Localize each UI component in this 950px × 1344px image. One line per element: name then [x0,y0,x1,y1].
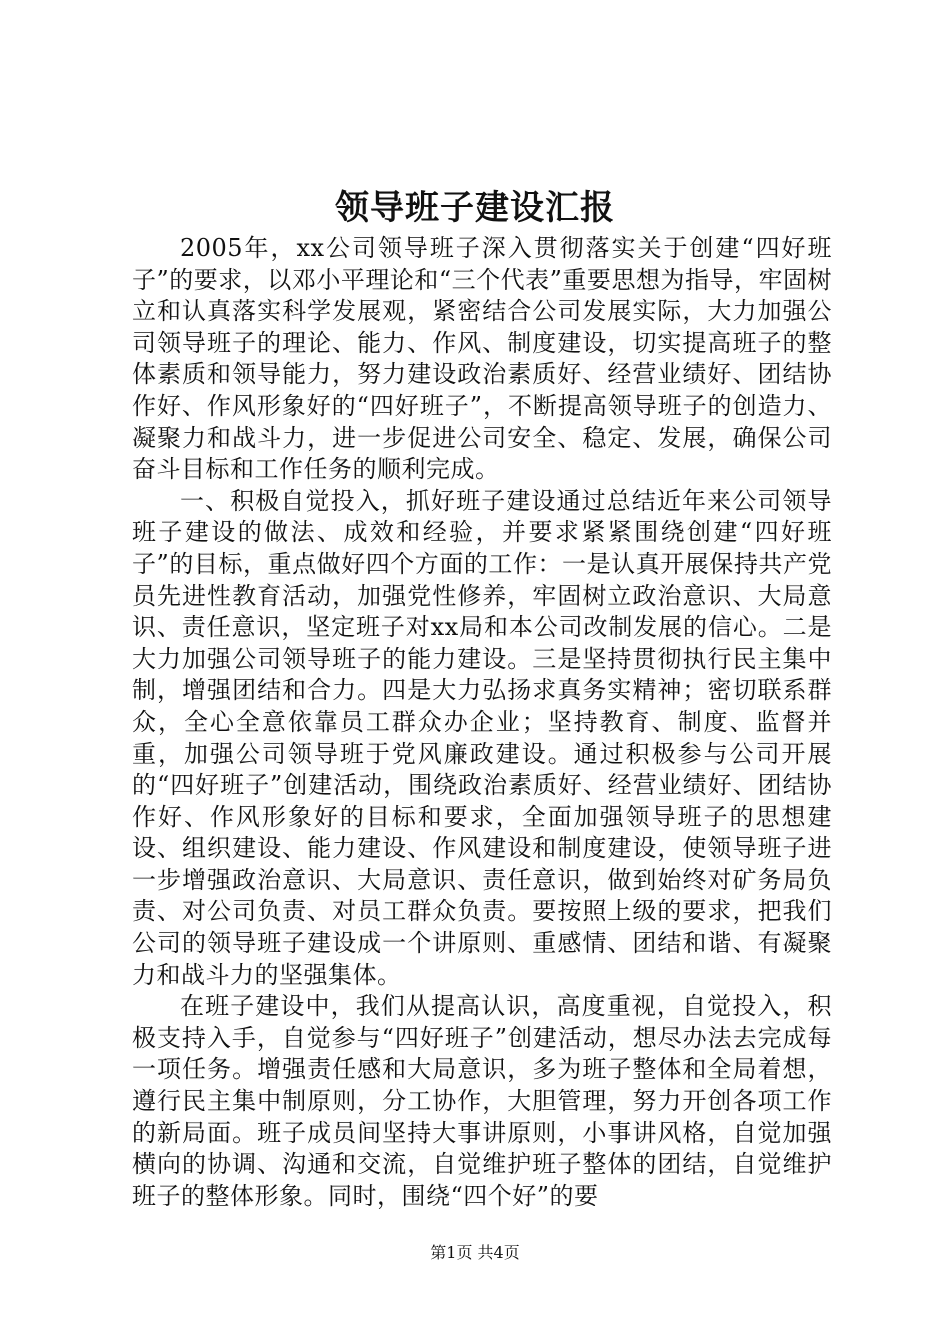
page-footer: 第1页 共4页 [430,1243,520,1262]
document-body [132,233,832,1212]
document-title: 领导班子建设汇报 [335,188,615,228]
paragraph-section-one: 一、积极自觉投入，抓好班子建设通过总结近年来公司领导班子建设的做法、成效和经验，并要求紧紧围绕创建“四好班子”的目标，重点做好四个方面的工作：一是认真开展保持共产党员先进性教育活动，加强党性修养，牢固树立政治意识、大局意识、责任意识，坚定班子对xx局和本公司改制发展的信心。二是大力加强公司领导班子的能力建设。三是坚持贯彻执行民主集中制，增强团结和合力。四是大力弘扬求真务实精神；密切联系群众，全心全意依靠员工群众办企业；坚持教育、制度、监督并重，加强公司领导班于党风廉政建设。通过积极参与公司开展的“四好班子”创建活动，围绕政治素质好、经营业绩好、团结协作好、作风形象好的目标和要求，全面加强领导班子的思想建设、组织建设、能力建设、作风建设和制度建设，使领导班子进一步增强政治意识、大局意识、责任意识，做到始终对矿务局负责、对公司负责、对员工群众负责。要按照上级的要求，把我们公司的领导班子建设成一个讲原则、重感情、团结和谐、有凝聚力和战斗力的坚强集体。 [132,486,832,989]
paragraph-intro: 2005年，xx公司领导班子深入贯彻落实关于创建“四好班子”的要求，以邓小平理论和“三个代表”重要思想为指导，牢固树立和认真落实科学发展观，紧密结合公司发展实际，大力加强公司领导班子的理论、能力、作风、制度建设，切实提高班子的整体素质和领导能力，努力建设政治素质好、经营业绩好、团结协作好、作风形象好的“四好班子”，不断提高领导班子的创造力、凝聚力和战斗力，进一步促进公司安全、稳定、发展，确保公司奋斗目标和工作任务的顺利完成。 [132,234,832,484]
paragraph-team-building: 在班子建设中，我们从提高认识，高度重视，自觉投入，积极支持入手，自觉参与“四好班子”创建活动，想尽办法去完成每一项任务。增强责任感和大局意识，多为班子整体和全局着想，遵行民主集中制原则，分工协作，大胆管理，努力开创各项工作的新局面。班子成员间坚持大事讲原则，小事讲风格，自觉加强横向的协调、沟通和交流，自觉维护班子整体的团结，自觉维护班子的整体形象。同时，围绕“四个好”的要 [132,992,832,1210]
